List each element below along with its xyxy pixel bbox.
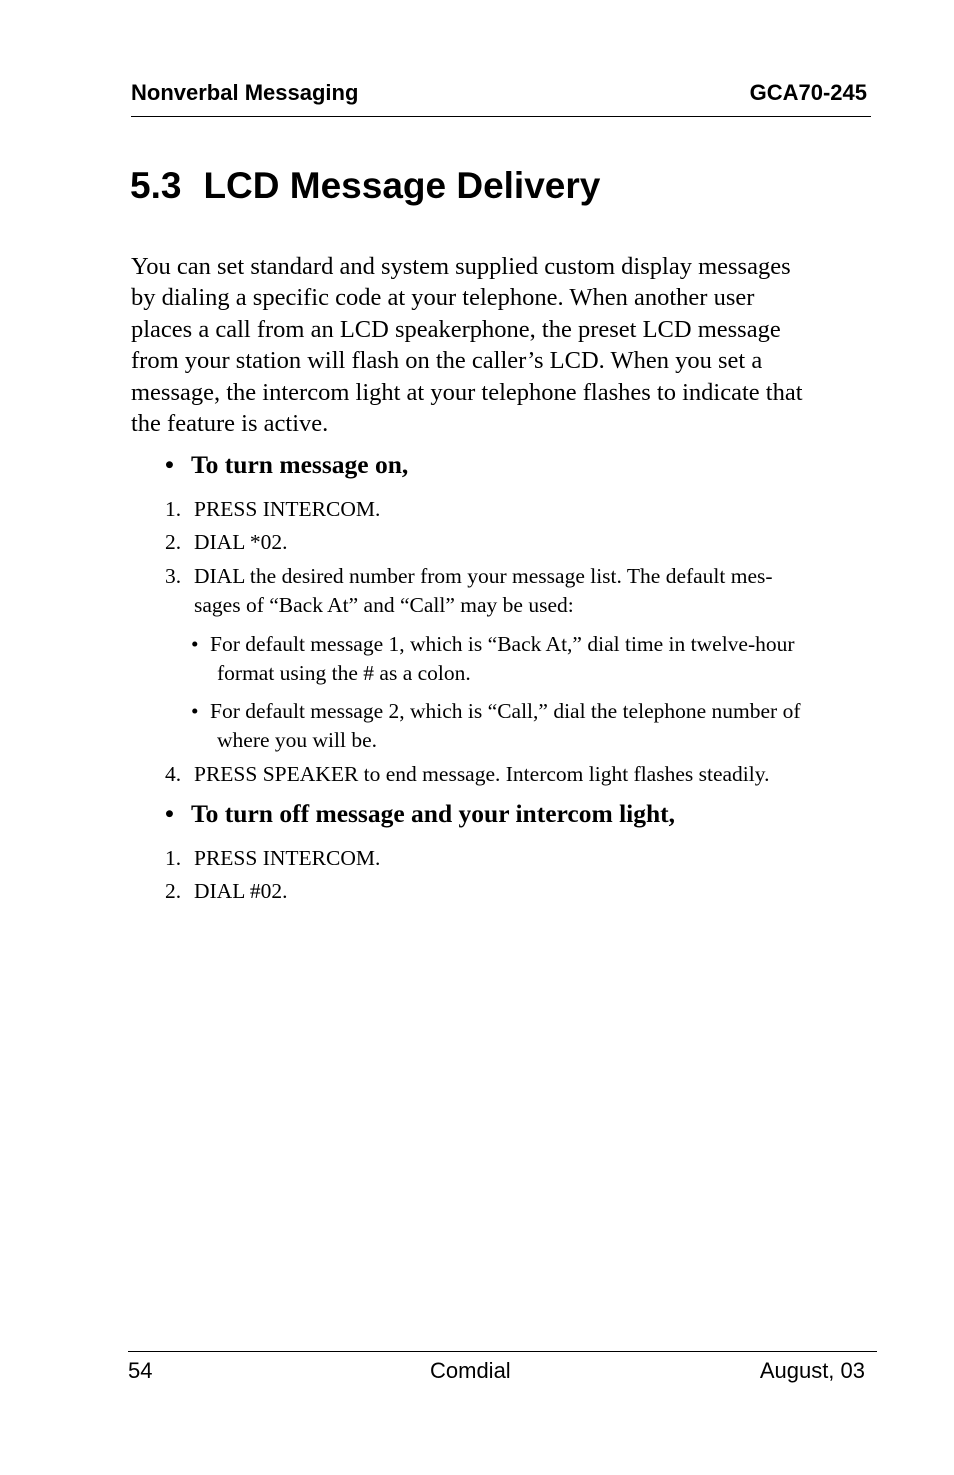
turn-on-heading-text: To turn message on,	[191, 450, 409, 479]
bullet-icon: •	[191, 699, 199, 723]
step-number: 3.	[165, 564, 182, 588]
step-item	[165, 844, 865, 873]
step-number: 1.	[165, 846, 182, 870]
bullet-icon: •	[165, 799, 174, 828]
footer-company: Comdial	[430, 1358, 511, 1383]
step-number: 1.	[165, 497, 182, 521]
sub-bullet-text: For default message 1, which is “Back At,” dial time in twelve-hour	[210, 632, 795, 656]
step-number: 2.	[165, 530, 182, 554]
page-header	[131, 80, 871, 117]
step-text: DIAL #02.	[194, 879, 288, 903]
step-text-continued: sages of “Back At” and “Call” may be used:	[194, 593, 574, 617]
section-number: 5.3	[130, 165, 182, 206]
turn-off-heading	[165, 799, 675, 829]
turn-on-heading	[165, 450, 408, 480]
step-text: PRESS INTERCOM.	[194, 497, 381, 521]
step-item	[165, 495, 865, 524]
sub-bullet-item	[191, 697, 871, 754]
step-number: 4.	[165, 762, 182, 786]
intro-line: places a call from an LCD speakerphone, the preset LCD message	[131, 315, 781, 343]
intro-line: You can set standard and system supplied custom display messages	[131, 253, 791, 280]
section-title-text: LCD Message Delivery	[203, 165, 601, 206]
step-item	[165, 562, 865, 620]
intro-line: by dialing a specific code at your telephone. When another user	[131, 284, 755, 312]
step-item	[165, 760, 865, 789]
sub-bullet-text-continued: where you will be.	[217, 727, 378, 752]
header-section-name: Nonverbal Messaging	[131, 80, 359, 105]
bullet-icon: •	[191, 632, 199, 656]
sub-bullet-text-continued: format using the # as a colon.	[217, 660, 471, 685]
intro-line: message, the intercom light at your telephone flashes to indicate that	[131, 378, 803, 406]
intro-line: from your station will flash on the caller’s LCD. When you set a	[131, 347, 763, 375]
page-number: 54	[128, 1358, 153, 1383]
step-item	[165, 877, 865, 906]
intro-paragraph	[131, 251, 871, 439]
step-text: PRESS SPEAKER to end message. Intercom light flashes steadily.	[194, 762, 770, 786]
sub-bullet-text: For default message 2, which is “Call,” dial the telephone number of	[210, 699, 801, 723]
step-number: 2.	[165, 879, 182, 903]
step-item	[165, 528, 865, 557]
turn-off-heading-text: To turn off message and your intercom light,	[191, 799, 676, 828]
sub-bullet-item	[191, 630, 871, 687]
page-footer	[128, 1351, 877, 1388]
intro-line: the feature is active.	[131, 410, 329, 438]
header-doc-id: GCA70-245	[749, 80, 867, 105]
step-text: DIAL *02.	[194, 530, 288, 554]
section-title	[130, 162, 600, 210]
step-text: DIAL the desired number from your message list. The default mes-	[194, 564, 773, 588]
step-text: PRESS INTERCOM.	[194, 846, 381, 870]
bullet-icon: •	[165, 450, 174, 479]
footer-date: August, 03	[759, 1358, 865, 1383]
